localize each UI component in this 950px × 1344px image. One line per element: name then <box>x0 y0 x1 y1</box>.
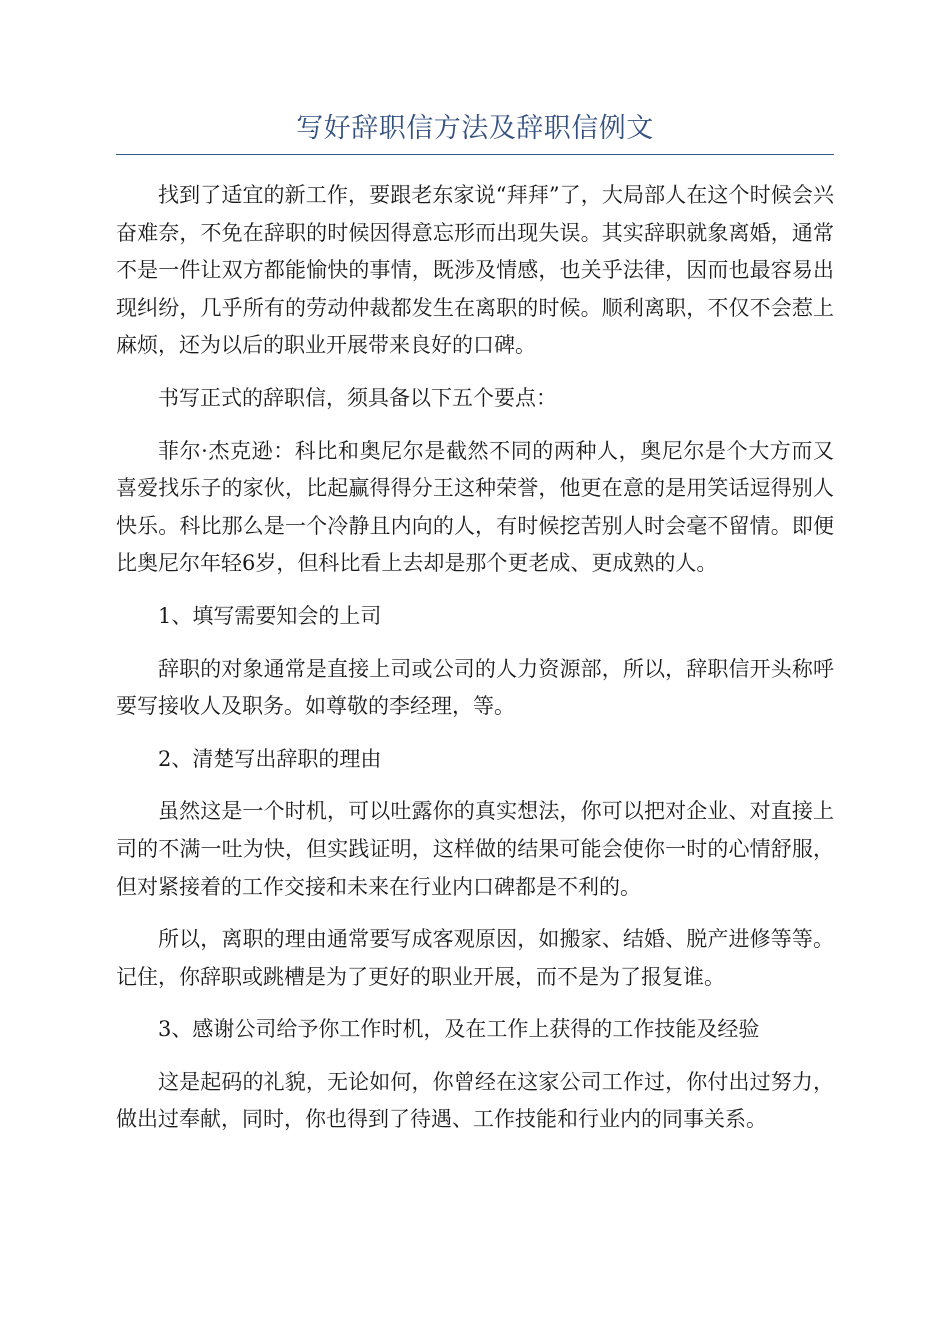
heading-point-2: 2、清楚写出辞职的理由 <box>158 746 382 771</box>
paragraph-quote: 菲尔·杰克逊：科比和奥尼尔是截然不同的两种人，奥尼尔是个大方而又喜爱找乐子的家伙，比起赢得得分王这种荣誉，他更在意的是用笑话逗得别人快乐。科比那么是一个冷静且内向的人，有时候挖苦别人时会毫不留情。即便比奥尼尔年轻6岁，但科比看上去却是那个更老成、更成熟的人。 <box>116 438 834 576</box>
document-body <box>116 177 834 1139</box>
heading-point-1: 1、填写需要知会的上司 <box>158 603 382 628</box>
paragraph-point-1: 辞职的对象通常是直接上司或公司的人力资源部，所以，辞职信开头称呼要写接收人及职务。如尊敬的李经理，等。 <box>116 656 834 719</box>
paragraph-point-2b: 所以，离职的理由通常要写成客观原因，如搬家、结婚、脱产进修等等。记住，你辞职或跳槽是为了更好的职业开展，而不是为了报复谁。 <box>116 927 834 989</box>
paragraph-point-2a: 虽然这是一个时机，可以吐露你的真实想法，你可以把对企业、对直接上司的不满一吐为快，但实践证明，这样做的结果可能会使你一时的心情舒服，但对紧接着的工作交接和未来在行业内口碑都是不利的。 <box>116 799 834 899</box>
paragraph-point-3: 这是起码的礼貌，无论如何，你曾经在这家公司工作过，你付出过努力，做出过奉献，同时，你也得到了待遇、工作技能和行业内的同事关系。 <box>116 1069 834 1132</box>
paragraph-key-points-intro: 书写正式的辞职信，须具备以下五个要点： <box>158 385 557 410</box>
document-page <box>116 108 834 1154</box>
heading-point-3: 3、感谢公司给予你工作时机，及在工作上获得的工作技能及经验 <box>158 1017 760 1042</box>
document-title: 写好辞职信方法及辞职信例文 <box>296 113 654 144</box>
paragraph-intro: 找到了适宜的新工作，要跟老东家说“拜拜”了，大局部人在这个时候会兴奋难奈，不免在辞职的时候因得意忘形而出现失误。其实辞职就象离婚，通常不是一件让双方都能愉快的事情，既涉及情感，也关乎法律，因而也最容易出现纠纷，几乎所有的劳动仲裁都发生在离职的时候。顺利离职，不仅不会惹上麻烦，还为以后的职业开展带来良好的口碑。 <box>116 183 834 358</box>
title-block <box>116 108 834 155</box>
